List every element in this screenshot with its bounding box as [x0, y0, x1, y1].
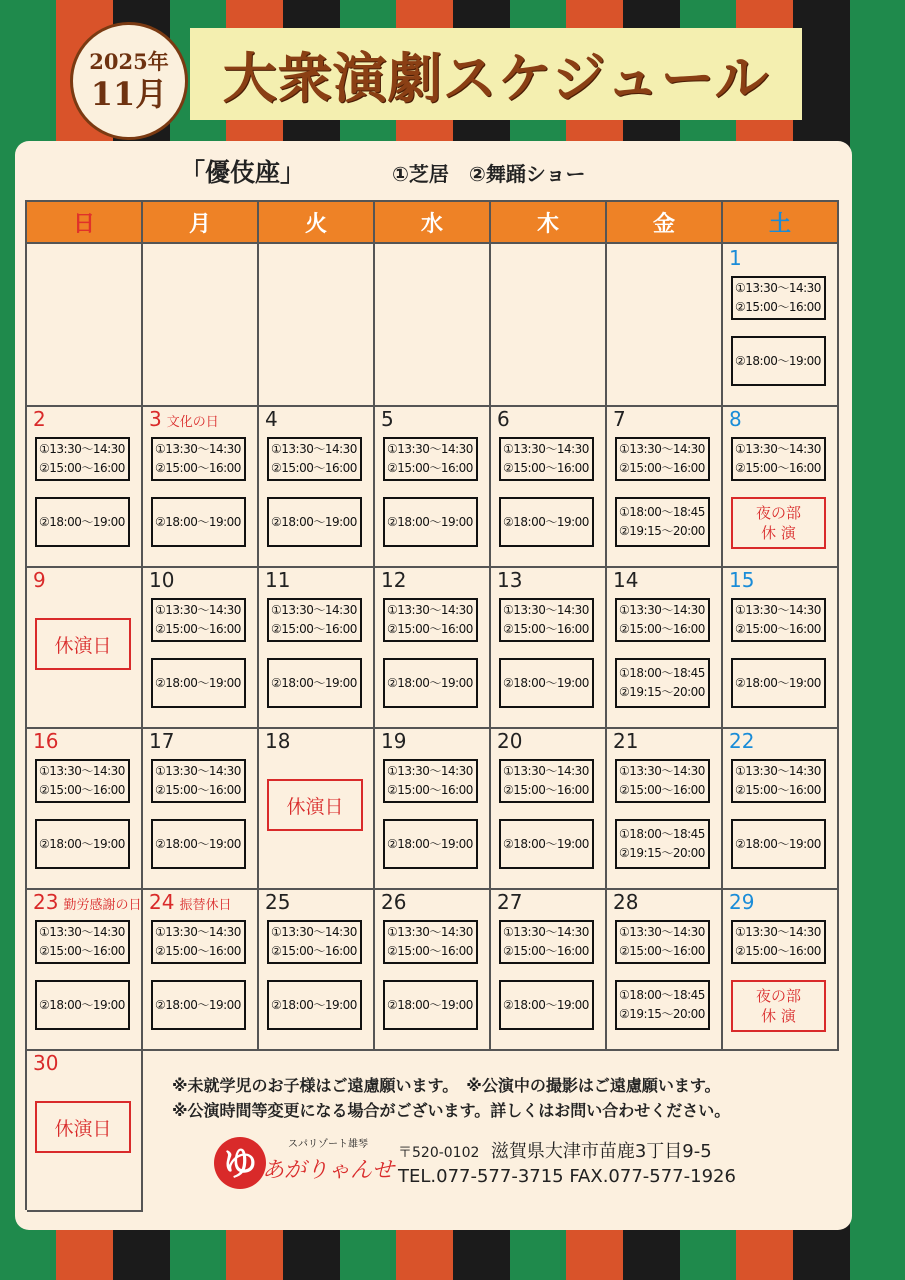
show-time: ②15:00～16:00 — [271, 461, 357, 475]
evening-box — [615, 497, 710, 547]
day-cell — [27, 566, 143, 729]
show-time: ②15:00～16:00 — [39, 461, 125, 475]
day-number: 22 — [729, 729, 755, 753]
show-time: ①13:30～14:30 — [387, 442, 473, 456]
holiday-label: 勤労感謝の日 — [63, 898, 142, 913]
evening-box — [499, 819, 594, 869]
weekday-mon: 月 — [143, 202, 259, 244]
day-cell — [491, 566, 607, 729]
day-cell — [607, 727, 723, 890]
show-time: ②15:00～16:00 — [735, 300, 821, 314]
day-cell — [143, 727, 259, 890]
show-time: ①13:30～14:30 — [619, 603, 705, 617]
show-time: ②15:00～16:00 — [387, 461, 473, 475]
closed-day-box: 休演日 — [35, 1101, 131, 1153]
show-time: ②18:00～19:00 — [387, 514, 473, 529]
evening-box — [383, 819, 478, 869]
show-time: ②15:00～16:00 — [619, 461, 705, 475]
show-time: ②15:00～16:00 — [387, 622, 473, 636]
matinee-box — [35, 920, 130, 964]
matinee-box — [383, 759, 478, 803]
show-time: ①13:30～14:30 — [155, 764, 241, 778]
day-cell — [27, 405, 143, 568]
night-closed-line2: 休 演 — [761, 524, 796, 542]
night-closed-line2: 休 演 — [761, 1007, 796, 1025]
day-cell — [723, 244, 839, 407]
evening-box — [615, 980, 710, 1030]
show-time: ①18:00～18:45 — [619, 988, 705, 1002]
show-time: ②18:00～19:00 — [735, 353, 821, 368]
day-number — [149, 407, 219, 431]
show-time: ②18:00～19:00 — [155, 675, 241, 690]
day-number: 1 — [729, 246, 742, 270]
matinee-box — [731, 437, 826, 481]
show-time: ②18:00～19:00 — [387, 997, 473, 1012]
day-cell — [375, 727, 491, 890]
show-time: ②15:00～16:00 — [735, 622, 821, 636]
day-number: 21 — [613, 729, 639, 753]
evening-box — [151, 658, 246, 708]
matinee-box — [731, 920, 826, 964]
night-closed-line1: 夜の部 — [755, 504, 801, 522]
year-label: 2025年 — [89, 49, 169, 74]
show-time: ②15:00～16:00 — [39, 783, 125, 797]
day-digit: 23 — [33, 890, 59, 914]
day-number: 19 — [381, 729, 407, 753]
street-address: 滋賀県大津市苗鹿3丁目9-5 — [490, 1141, 712, 1162]
evening-box — [499, 497, 594, 547]
day-cell — [259, 566, 375, 729]
show-time: ②15:00～16:00 — [387, 944, 473, 958]
day-cell — [375, 405, 491, 568]
evening-box — [151, 980, 246, 1030]
show-time: ②15:00～16:00 — [619, 622, 705, 636]
day-cell — [607, 405, 723, 568]
day-number: 20 — [497, 729, 523, 753]
day-cell — [27, 888, 143, 1051]
day-number: 9 — [33, 568, 46, 592]
contact-line: TEL.077-577-3715 FAX.077-577-1926 — [398, 1166, 736, 1187]
evening-box — [267, 980, 362, 1030]
evening-box — [35, 497, 130, 547]
show-time: ②15:00～16:00 — [735, 461, 821, 475]
day-number: 28 — [613, 890, 639, 914]
note-line: ※公演時間等変更になる場合がございます。詳しくはお問い合わせください。 — [172, 1101, 731, 1120]
show-time: ①13:30～14:30 — [619, 442, 705, 456]
show-time: ①13:30～14:30 — [39, 925, 125, 939]
day-number — [33, 890, 141, 914]
closed-day-box: 休演日 — [267, 779, 363, 831]
title-banner — [190, 28, 802, 120]
day-cell — [143, 888, 259, 1051]
weekday-tue: 火 — [259, 202, 375, 244]
show-time: ②15:00～16:00 — [503, 622, 589, 636]
day-number: 11 — [265, 568, 291, 592]
day-cell — [491, 888, 607, 1051]
day-number: 4 — [265, 407, 278, 431]
show-time: ②18:00～19:00 — [271, 514, 357, 529]
evening-box — [151, 819, 246, 869]
logo-small-text: スパリゾート雄琴 — [288, 1139, 368, 1150]
show-time: ①13:30～14:30 — [271, 442, 357, 456]
show-time: ②15:00～16:00 — [387, 783, 473, 797]
show-time: ②18:00～19:00 — [503, 997, 589, 1012]
theatre-name: 「優伎座」 — [180, 158, 306, 187]
matinee-box — [383, 437, 478, 481]
matinee-box — [615, 920, 710, 964]
day-number: 29 — [729, 890, 755, 914]
show-time: ②15:00～16:00 — [271, 622, 357, 636]
matinee-box — [151, 920, 246, 964]
resort-logo — [208, 1133, 398, 1193]
day-cell — [723, 405, 839, 568]
notes — [172, 1073, 730, 1123]
empty-day-cell — [143, 244, 259, 407]
empty-day-cell — [259, 244, 375, 407]
show-time: ①13:30～14:30 — [735, 764, 821, 778]
weekday-wed: 水 — [375, 202, 491, 244]
evening-box — [615, 819, 710, 869]
day-cell — [607, 888, 723, 1051]
show-time: ①18:00～18:45 — [619, 827, 705, 841]
logo-mark: ゆ — [223, 1144, 257, 1184]
day-cell — [723, 727, 839, 890]
show-time: ①13:30～14:30 — [503, 764, 589, 778]
evening-box — [267, 497, 362, 547]
empty-day-cell — [375, 244, 491, 407]
page-title: 大衆演劇スケジュール — [222, 45, 770, 110]
show-time: ②15:00～16:00 — [503, 461, 589, 475]
closed-day-box: 休演日 — [35, 618, 131, 670]
week-row — [27, 405, 839, 566]
show-time: ①13:30～14:30 — [387, 603, 473, 617]
evening-box — [383, 980, 478, 1030]
show-time: ①13:30～14:30 — [735, 281, 821, 295]
show-time: ②15:00～16:00 — [735, 783, 821, 797]
show-time: ①18:00～18:45 — [619, 505, 705, 519]
program-legend: ①芝居 ②舞踊ショー — [392, 162, 586, 186]
address-line — [398, 1140, 736, 1165]
matinee-box — [35, 437, 130, 481]
show-time: ②18:00～19:00 — [271, 997, 357, 1012]
show-time: ②19:15～20:00 — [619, 1007, 705, 1021]
day-cell — [259, 405, 375, 568]
night-closed-box — [731, 497, 826, 549]
evening-box — [731, 658, 826, 708]
matinee-box — [151, 437, 246, 481]
show-time: ②18:00～19:00 — [155, 997, 241, 1012]
show-time: ①13:30～14:30 — [735, 603, 821, 617]
evening-box — [731, 819, 826, 869]
show-time: ②15:00～16:00 — [735, 944, 821, 958]
day-cell — [27, 727, 143, 890]
show-time: ①13:30～14:30 — [503, 603, 589, 617]
show-time: ②18:00～19:00 — [387, 675, 473, 690]
logo-name: あがりゃんせ — [261, 1158, 395, 1183]
day-number: 7 — [613, 407, 626, 431]
show-time: ②15:00～16:00 — [503, 944, 589, 958]
show-time: ①13:30～14:30 — [503, 442, 589, 456]
evening-box — [383, 497, 478, 547]
matinee-box — [267, 598, 362, 642]
matinee-box — [267, 920, 362, 964]
evening-box — [151, 497, 246, 547]
day-cell — [375, 566, 491, 729]
day-number: 16 — [33, 729, 59, 753]
show-time: ①13:30～14:30 — [387, 925, 473, 939]
show-time: ①13:30～14:30 — [155, 925, 241, 939]
show-time: ②19:15～20:00 — [619, 524, 705, 538]
matinee-box — [499, 598, 594, 642]
evening-box — [267, 658, 362, 708]
show-time: ②18:00～19:00 — [155, 514, 241, 529]
day-number: 27 — [497, 890, 523, 914]
matinee-box — [615, 437, 710, 481]
matinee-box — [731, 598, 826, 642]
day-digit: 24 — [149, 890, 175, 914]
evening-box — [615, 658, 710, 708]
matinee-box — [151, 598, 246, 642]
empty-day-cell — [491, 244, 607, 407]
show-time: ②18:00～19:00 — [39, 997, 125, 1012]
day-cell — [143, 405, 259, 568]
show-time: ②15:00～16:00 — [619, 944, 705, 958]
empty-day-cell — [27, 244, 143, 407]
show-time: ②18:00～19:00 — [503, 675, 589, 690]
matinee-box — [35, 759, 130, 803]
weekday-sat: 土 — [723, 202, 839, 244]
show-time: ①13:30～14:30 — [271, 925, 357, 939]
day-number: 6 — [497, 407, 510, 431]
show-time: ②18:00～19:00 — [271, 675, 357, 690]
day-number: 13 — [497, 568, 523, 592]
show-time: ②15:00～16:00 — [503, 783, 589, 797]
show-time: ②19:15～20:00 — [619, 685, 705, 699]
holiday-label: 振替休日 — [179, 898, 232, 913]
matinee-box — [499, 759, 594, 803]
show-time: ②18:00～19:00 — [503, 514, 589, 529]
show-time: ②15:00～16:00 — [619, 783, 705, 797]
day-number — [149, 890, 231, 914]
show-time: ②18:00～19:00 — [39, 836, 125, 851]
night-closed-line1: 夜の部 — [755, 987, 801, 1005]
day-number: 26 — [381, 890, 407, 914]
empty-day-cell — [607, 244, 723, 407]
show-time: ②15:00～16:00 — [39, 944, 125, 958]
note-line: ※未就学児のお子様はご遠慮願います。 ※公演中の撮影はご遠慮願います。 — [172, 1076, 721, 1095]
day-number: 25 — [265, 890, 291, 914]
show-time: ②18:00～19:00 — [503, 836, 589, 851]
day-number: 30 — [33, 1051, 59, 1075]
postal-code: 〒520-0102 — [398, 1145, 480, 1161]
evening-box — [499, 658, 594, 708]
matinee-box — [151, 759, 246, 803]
show-time: ①13:30～14:30 — [619, 764, 705, 778]
day-number: 15 — [729, 568, 755, 592]
day-number: 14 — [613, 568, 639, 592]
night-closed-box — [731, 980, 826, 1032]
day-cell — [491, 405, 607, 568]
show-time: ①13:30～14:30 — [155, 442, 241, 456]
show-time: ②15:00～16:00 — [155, 461, 241, 475]
show-time: ②15:00～16:00 — [155, 944, 241, 958]
day-cell — [607, 566, 723, 729]
evening-box — [35, 819, 130, 869]
matinee-box — [615, 598, 710, 642]
show-time: ②18:00～19:00 — [735, 836, 821, 851]
evening-box — [731, 336, 826, 386]
show-time: ②19:15～20:00 — [619, 846, 705, 860]
day-number: 17 — [149, 729, 175, 753]
show-time: ②15:00～16:00 — [271, 944, 357, 958]
show-time: ①13:30～14:30 — [155, 603, 241, 617]
matinee-box — [383, 920, 478, 964]
show-time: ①13:30～14:30 — [39, 764, 125, 778]
day-cell — [259, 888, 375, 1051]
show-time: ①13:30～14:30 — [735, 925, 821, 939]
day-cell — [375, 888, 491, 1051]
week-row — [27, 566, 839, 727]
logo-graphic — [208, 1133, 398, 1193]
week-row — [27, 888, 839, 1049]
show-time: ②18:00～19:00 — [39, 514, 125, 529]
month-label: 11月 — [90, 75, 168, 113]
year-month-badge — [70, 22, 188, 140]
day-cell — [259, 727, 375, 890]
day-number: 18 — [265, 729, 291, 753]
day-number: 2 — [33, 407, 46, 431]
week-row — [27, 727, 839, 888]
weekday-thu: 木 — [491, 202, 607, 244]
matinee-box — [383, 598, 478, 642]
day-number: 10 — [149, 568, 175, 592]
holiday-label: 文化の日 — [166, 415, 219, 430]
evening-box — [35, 980, 130, 1030]
day-number: 5 — [381, 407, 394, 431]
evening-box — [499, 980, 594, 1030]
day-cell — [491, 727, 607, 890]
show-time: ②15:00～16:00 — [155, 783, 241, 797]
matinee-box — [267, 437, 362, 481]
calendar-grid — [25, 200, 839, 1210]
show-time: ②15:00～16:00 — [155, 622, 241, 636]
weekday-fri: 金 — [607, 202, 723, 244]
day-number: 12 — [381, 568, 407, 592]
show-time: ①13:30～14:30 — [619, 925, 705, 939]
week-row — [27, 244, 839, 405]
show-time: ①13:30～14:30 — [271, 603, 357, 617]
weekday-header — [27, 202, 839, 244]
day-cell — [723, 888, 839, 1051]
show-time: ①18:00～18:45 — [619, 666, 705, 680]
day-cell — [143, 566, 259, 729]
day-cell — [27, 1049, 143, 1212]
matinee-box — [499, 437, 594, 481]
evening-box — [383, 658, 478, 708]
day-number: 8 — [729, 407, 742, 431]
show-time: ①13:30～14:30 — [387, 764, 473, 778]
show-time: ①13:30～14:30 — [735, 442, 821, 456]
show-time: ②18:00～19:00 — [735, 675, 821, 690]
show-time: ①13:30～14:30 — [503, 925, 589, 939]
matinee-box — [499, 920, 594, 964]
show-time: ①13:30～14:30 — [39, 442, 125, 456]
address-block — [398, 1140, 736, 1189]
day-digit: 3 — [149, 407, 162, 431]
matinee-box — [615, 759, 710, 803]
weekday-sun: 日 — [27, 202, 143, 244]
matinee-box — [731, 759, 826, 803]
show-time: ②18:00～19:00 — [387, 836, 473, 851]
show-time: ②18:00～19:00 — [155, 836, 241, 851]
matinee-box — [731, 276, 826, 320]
day-cell — [723, 566, 839, 729]
